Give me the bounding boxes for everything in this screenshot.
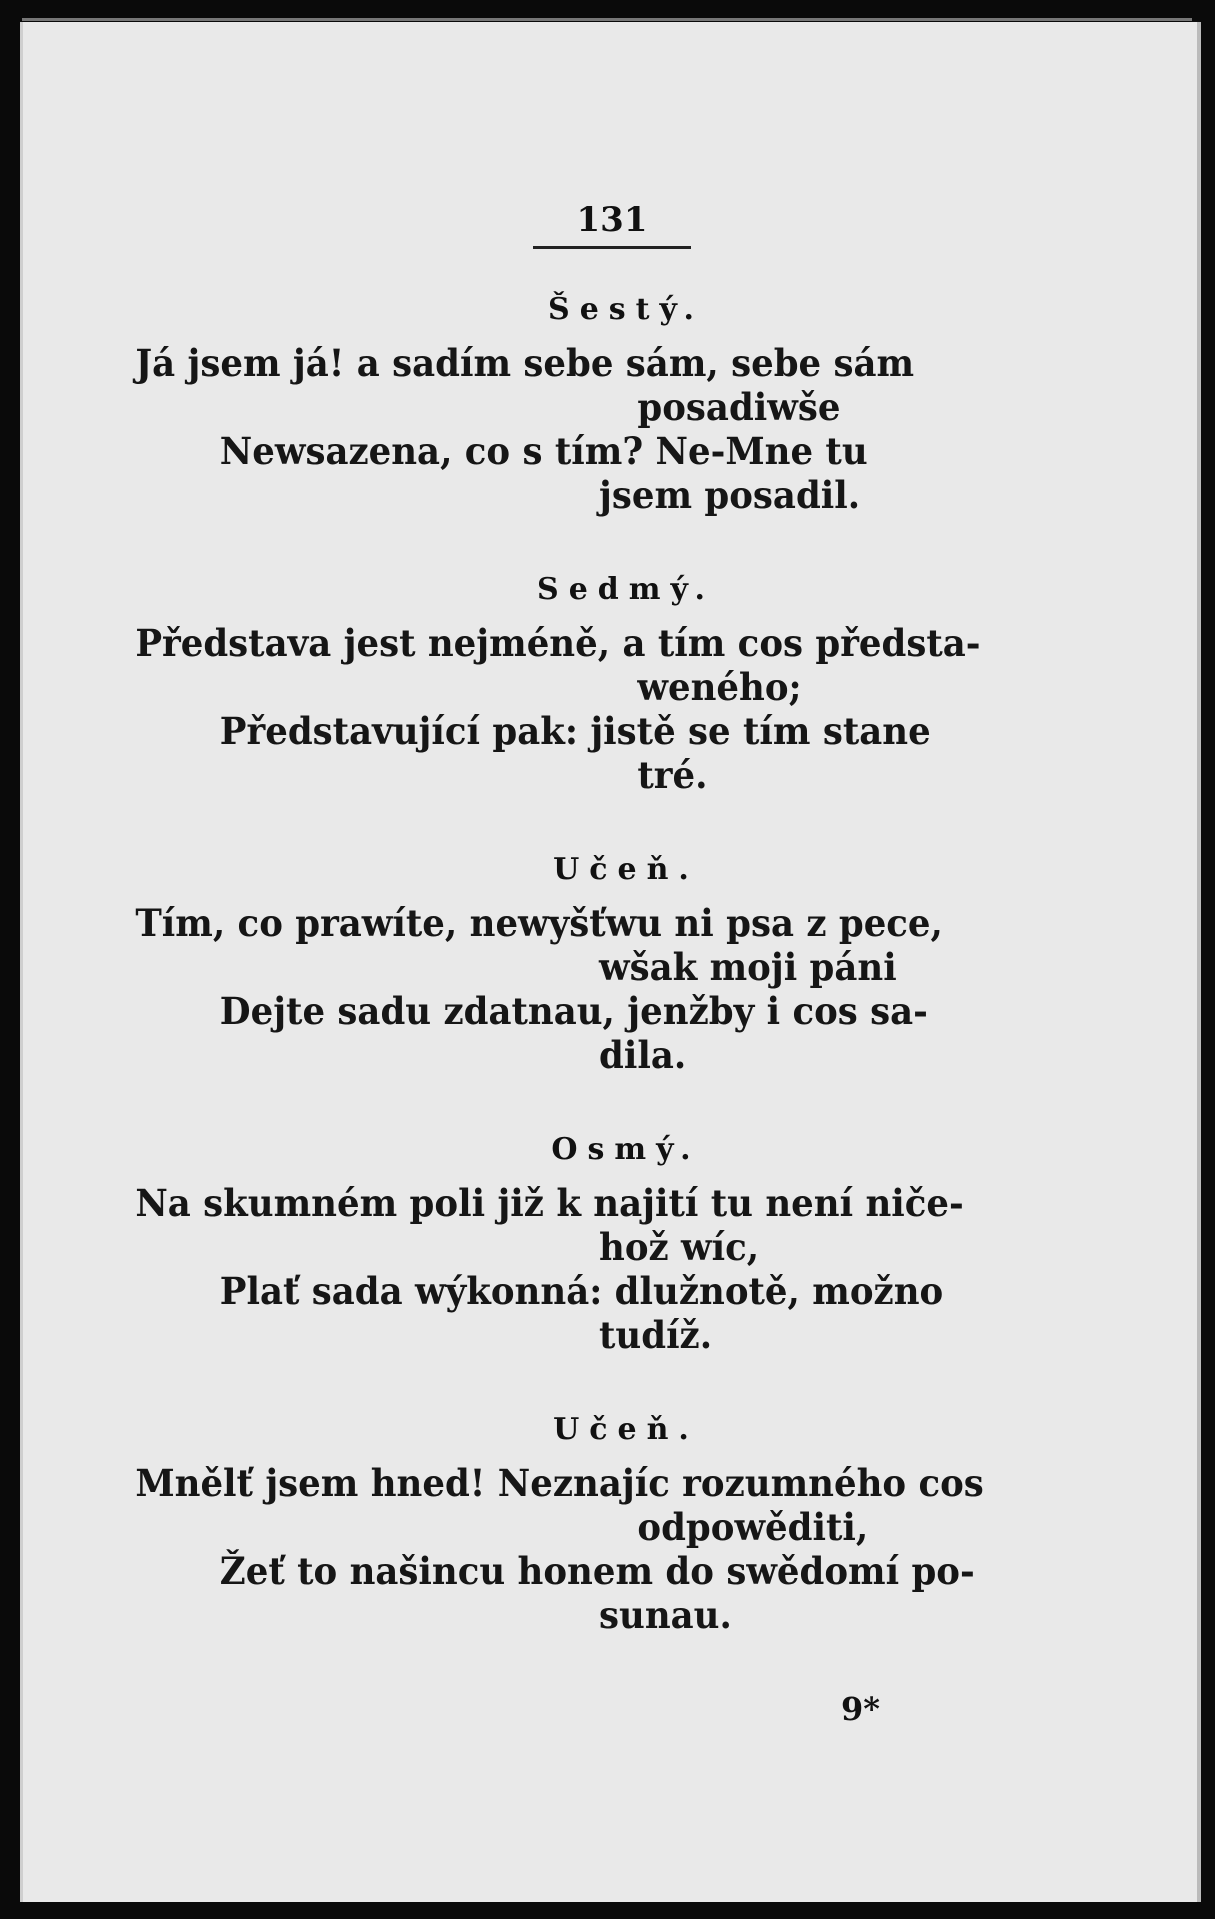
verse-line: Plať sada wýkonná: dlužnotě, možno [219,1269,944,1313]
verse-line: odpowěditi, [637,1505,869,1549]
verse-line: tudíž. [599,1313,713,1357]
verse-section-ucen-1 [23,852,1201,1077]
speaker-label: Učeň. [553,1412,699,1447]
page-number: 131 [533,200,691,249]
verse-section-sesty [23,292,1201,517]
speaker-label: Učeň. [553,852,699,887]
speaker-label: Osmý. [551,1132,701,1167]
verse-line: Newsazena, co s tím? Ne-Mne tu [219,429,868,473]
verse-line: tré. [637,753,708,797]
verse-line: Já jsem já! a sadím sebe sám, sebe sám [135,341,915,385]
verse-line: Představující pak: jistě se tím stane [219,709,931,753]
verse-line: sunau. [599,1593,732,1637]
book-page [20,22,1201,1902]
verse-line: jsem posadil. [599,473,861,517]
speaker-label: Šestý. [548,292,704,327]
verse-line: weného; [637,665,802,709]
verse-line: Mnělť jsem hned! Neznajíc rozumného cos [135,1461,984,1505]
verse-section-osmy [23,1132,1201,1357]
top-border-line [22,18,1192,21]
verse-section-ucen-2 [23,1412,1201,1637]
verse-line: Žeť to našincu honem do swědomí po- [219,1549,975,1593]
speaker-label: Sedmý. [537,572,715,607]
verse-line: wšak moji páni [599,945,897,989]
verse-line: dila. [599,1033,687,1077]
verse-line: Na skumném poli již k najití tu není niče- [135,1181,964,1225]
verse-line: posadiwše [637,385,841,429]
verse-line: Tím, co prawíte, newyšťwu ni psa z pece, [135,901,943,945]
verse-line: Dejte sadu zdatnau, jenžby i cos sa- [219,989,928,1033]
signature-mark: 9* [841,1690,880,1728]
verse-section-sedmy [23,572,1201,797]
page-header [23,200,1201,249]
verse-line: Představa jest nejméně, a tím cos předsta- [135,621,981,665]
verse-line: hož wíc, [599,1225,760,1269]
